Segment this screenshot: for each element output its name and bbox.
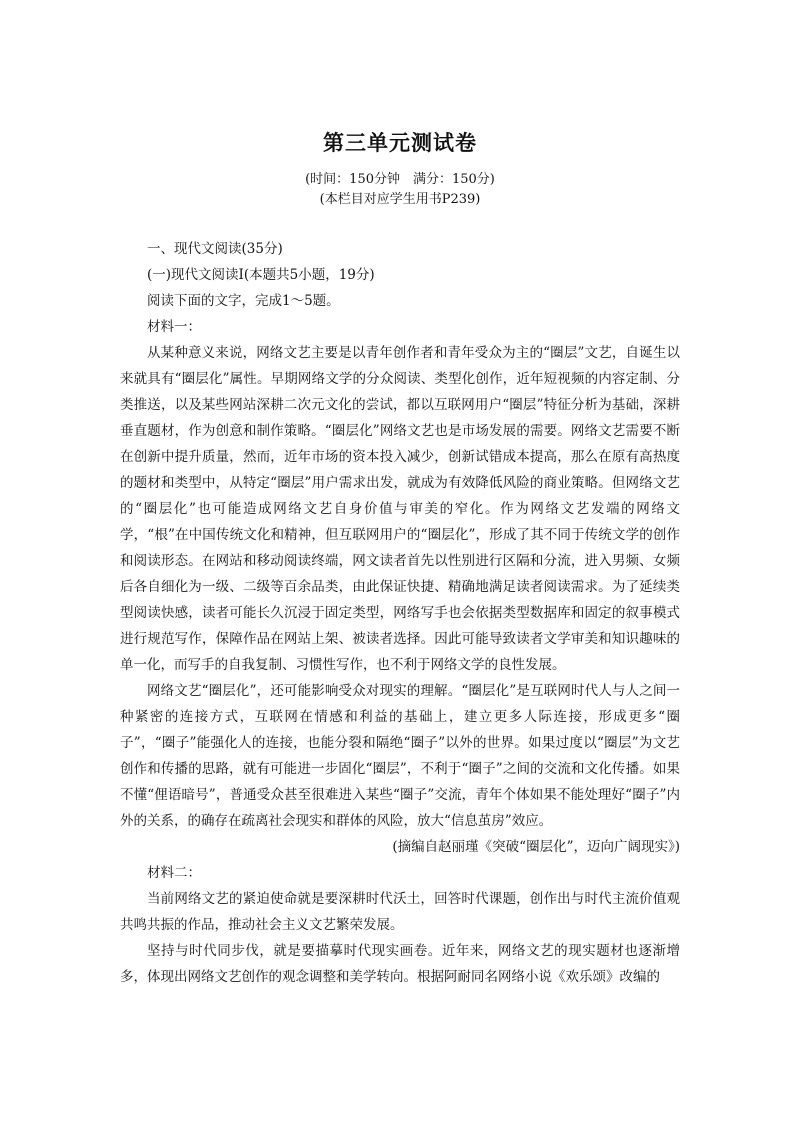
material-two-label: 材料二： bbox=[147, 865, 201, 881]
page-title: 第三单元测试卷 bbox=[323, 130, 477, 155]
subsection-heading: (一)现代文阅读Ⅰ(本题共5小题，19分) bbox=[147, 267, 375, 283]
material-one-paragraph-2: 网络文艺“圈层化”，还可能影响受众对现实的理解。“圈层化”是互联网时代人与人之间一种紧密的连接方式，互联网在情感和利益的基础上，建立更多人际连接，形成更多“圈子”，“圈子”能强化人的连接，也能分裂和隔绝“圈子”以外的世界。如果过度以“圈层”为文艺创作和传播的思路，就有可能进一步固化“圈层”，不利于“圈子”之间的交流和文化传播。如果不懂“俚语暗号”，普通受众甚至很难进入某些“圈子”交流，青年个体如果不能处理好“圈子”内外的关系，的确存在疏离社会现实和群体的风险，放大“信息茧房”效应。 bbox=[120, 683, 680, 829]
exam-time-info: (时间：150分钟 满分：150分) bbox=[305, 172, 495, 187]
column-note: (本栏目对应学生用书P239) bbox=[319, 192, 481, 207]
material-one-source: (摘编自赵丽瑾《突破“圈层化”，迈向广阔现实》) bbox=[392, 839, 680, 855]
reading-instruction: 阅读下面的文字，完成1～5题。 bbox=[147, 293, 340, 309]
section-heading: 一、现代文阅读(35分) bbox=[147, 241, 283, 257]
document-page bbox=[120, 128, 680, 990]
material-two-paragraph-1: 当前网络文艺的紧迫使命就是要深耕时代沃土，回答时代课题，创作出与时代主流价值观共鸣共振的作品，推动社会主义文艺繁荣发展。 bbox=[120, 891, 680, 933]
material-two-paragraph-2: 坚持与时代同步伐，就是要描摹时代现实画卷。近年来，网络文艺的现实题材也逐渐增多，体现出网络文艺创作的观念调整和美学转向。根据阿耐同名网络小说《欢乐颂》改编的 bbox=[120, 943, 680, 985]
material-one-label: 材料一： bbox=[147, 319, 201, 335]
material-one-paragraph-1: 从某种意义来说，网络文艺主要是以青年创作者和青年受众为主的“圈层”文艺，自诞生以来就具有“圈层化”属性。早期网络文学的分众阅读、类型化创作，近年短视频的内容定制、分类推送，以及某些网站深耕二次元文化的尝试，都以互联网用户“圈层”特征分析为基础，深耕垂直题材，作为创意和制作策略。“圈层化”网络文艺也是市场发展的需要。网络文艺需要不断在创新中提升质量，然而，近年市场的资本投入减少，创新试错成本提高，那么在原有高热度的题材和类型中，从特定“圈层”用户需求出发，就成为有效降低风险的商业策略。但网络文艺的“圈层化”也可能造成网络文艺自身价值与审美的窄化。作为网络文艺发端的网络文学，“根”在中国传统文化和精神，但互联网用户的“圈层化”，形成了其不同于传统文学的创作和阅读形态。在网站和移动阅读终端，网文读者首先以性别进行区隔和分流，进入男频、女频后各自细化为一级、二级等百余品类，由此保证快捷、精确地满足读者阅读需求。为了延续类型阅读快感，读者可能长久沉浸于固定类型，网络写手也会依据类型数据库和固定的叙事模式进行规范写作，保障作品在网站上架、被读者选择。因此可能导致读者文学审美和知识趣味的单一化，而写手的自我复制、习惯性写作，也不利于网络文学的良性发展。 bbox=[120, 345, 680, 673]
